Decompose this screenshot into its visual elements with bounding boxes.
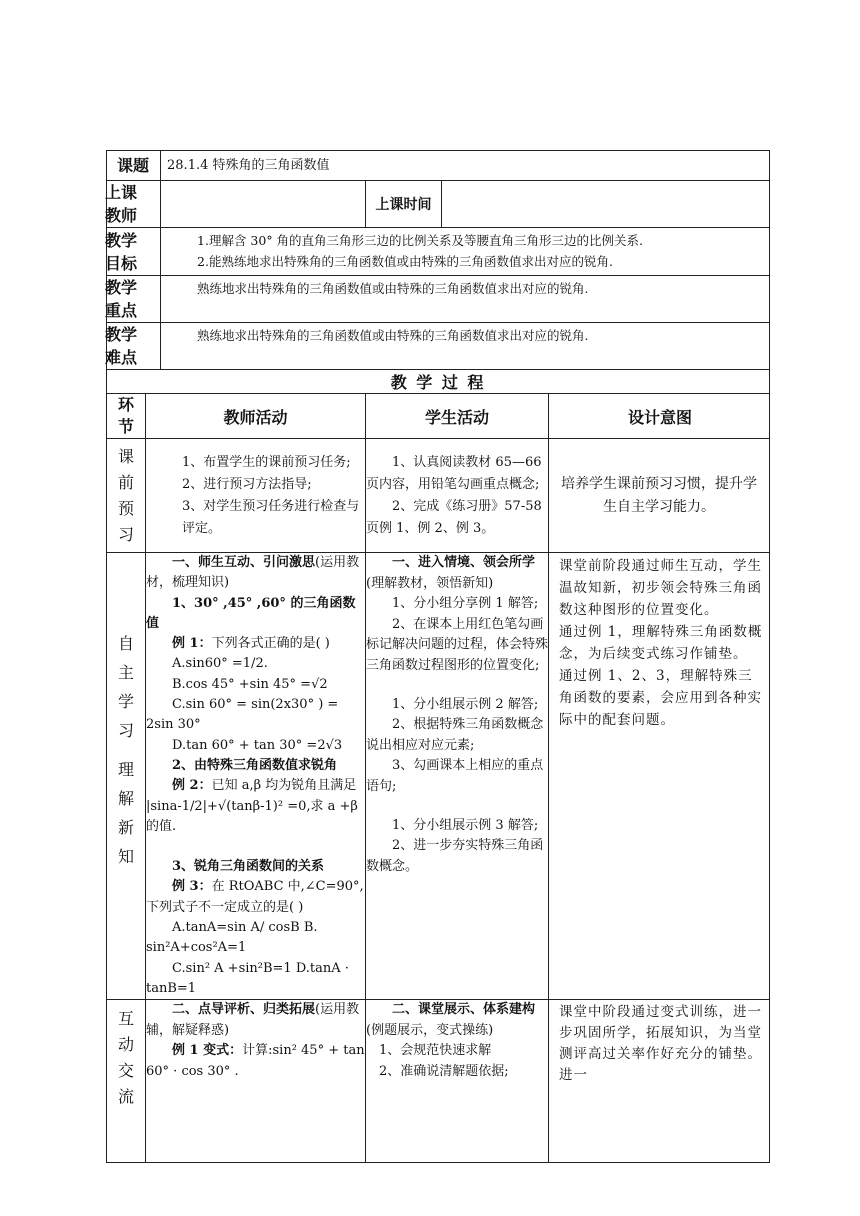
interact-student-head: 二、课堂展示、体系建构 [392,1002,536,1018]
self-teacher-ex3-label: 例 3： [172,879,212,895]
topic-row [107,151,770,181]
topic-value: 28.1.4 特殊角的三角函数值 [161,151,770,181]
self-teacher-ex3-question: 在 RtΟABC 中,∠C=90°,下列式子不一定成立的是( ) [146,879,364,915]
process-title-row [107,370,770,394]
self-student-1: 1、分小组分享例 1 解答; [392,596,539,612]
teacher-label: 上课教师 [107,181,161,228]
self-student-6: 1、分小组展示例 3 解答; [392,817,539,833]
preview-teacher-3: 3、对学生预习任务进行检查与评定。 [182,498,360,536]
time-value [442,181,770,228]
stage-self-study-intent [549,553,770,1000]
self-teacher-ex3-cd: C.sin² A +sin²B=1 D.tanA · tanB=1 [146,960,349,996]
preview-student-2: 2、完成《练习册》57-58 页例 1、例 2、例 3。 [366,498,542,536]
interact-teacher-head: 二、点导评析、归类拓展 [172,1002,316,1018]
self-student-head-note: (理解教材，领悟新知) [366,575,494,591]
self-student-7: 2、进一步夯实特殊三角函数概念。 [366,838,544,874]
stage-self-study-teacher [146,553,366,1000]
self-teacher-ex2-question: 已知 a,β 均为锐角且满足 |sina-1/2|+√(tanβ-1)² =0,求 a +β 的值. [146,778,358,834]
self-teacher-sec1: 1、30° ,45° ,60° 的三角函数值 [146,595,356,631]
self-teacher-ex1-d: D.tan 60° + tan 30° =2√3 [172,737,343,753]
stage-self-study-row [107,553,770,1000]
lesson-plan-table [106,150,770,1163]
self-intent-3: 通过例 1、2、3，理解特殊三角函数的要素，会应用到各种实际中的配套问题。 [559,668,763,728]
goal-value [161,228,770,276]
self-intent-1: 课堂前阶段通过师生互动，学生温故知新，初步领会特殊三角函数这种图形的位置变化。 [559,558,763,618]
goal-row [107,228,770,276]
time-label: 上课时间 [366,181,442,228]
col-student: 学生活动 [366,394,549,439]
goal-item-1: 1.理解含 30° 角的直角三角形三边的比例关系及等腰直角三角形三边的比例关系. [197,233,644,248]
stage-interact-intent: 课堂中阶段通过变式训练，进一步巩固所学，拓展知识，为当堂测评高过关率作好充分的铺垫。进一 [549,1000,770,1163]
interact-student-2: 2、准确说清解题依据; [379,1063,509,1079]
stage-interact-row [107,1000,770,1163]
process-title: 教 学 过 程 [107,370,770,394]
preview-teacher-1: 1、布置学生的课前预习任务; [182,454,351,470]
difficult-value: 熟练地求出特殊角的三角函数值或由特殊的三角函数值求出对应的锐角. [161,323,770,370]
self-teacher-sec2: 2、由特殊三角函数值求锐角 [172,757,338,773]
self-teacher-ex1-c: C.sin 60° = sin(2x30° ) = 2sin 30° [146,697,339,733]
self-teacher-sec3: 3、锐角三角函数间的关系 [172,859,325,875]
stage-preview-name: 课前预习 [107,439,146,553]
teacher-value [161,181,366,228]
self-teacher-ex1-a: A.sin60° =1/2. [172,656,268,672]
process-header-row [107,394,770,439]
stage-self-study-student [366,553,549,1000]
self-student-2: 2、在课本上用红色笔勾画标记解决问题的过程，体会特殊三角函数过程图形的位置变化; [366,616,549,673]
self-student-3: 1、分小组展示例 2 解答; [392,696,539,712]
self-teacher-ex1-b: B.cos 45° +sin 45° =√2 [172,676,328,692]
col-intent: 设计意图 [549,394,770,439]
interact-teacher-head-note: (运用教辅，解疑释惑) [146,1002,360,1038]
self-teacher-ex2-label: 例 2： [172,778,212,794]
key-label: 教学重点 [107,276,161,323]
self-teacher-ex1-label: 例 1： [172,636,212,652]
difficult-label: 教学难点 [107,323,161,370]
self-teacher-head-note: (运用教材，梳理知识) [146,555,360,591]
difficult-row [107,323,770,370]
self-teacher-head: 一、师生互动、引问激思 [172,555,316,570]
stage-interact-student [366,1000,549,1163]
teacher-row [107,181,770,228]
preview-teacher-2: 2、进行预习方法指导; [182,476,312,492]
stage-preview-row [107,439,770,553]
stage-preview-teacher [146,439,366,553]
key-row [107,276,770,323]
lesson-plan [106,150,769,1163]
interact-teacher-ex-label: 例 1 变式： [172,1043,243,1059]
goal-label: 教学目标 [107,228,161,276]
stage-interact-teacher [146,1000,366,1163]
interact-teacher-ex-question: 计算:sin² 45° + tan 60° · cos 30° . [146,1043,365,1079]
interact-student-head-note: (例题展示，变式操练) [366,1022,494,1038]
stage-interact-name: 互动交流 [107,1000,146,1163]
col-stage: 环节 [107,394,146,439]
interact-student-1: 1、会规范快速求解 [379,1043,492,1059]
topic-label: 课题 [107,151,161,181]
self-teacher-ex3-ab: A.tanA=sin A/ cosB B. sin²A+cos²A=1 [146,920,318,956]
self-student-4: 2、根据特殊三角函数概念说出相应对应元素; [366,717,544,753]
self-student-5: 3、勾画课本上相应的重点语句; [366,758,544,794]
goal-item-2: 2.能熟练地求出特殊角的三角函数值或由特殊的三角函数值求出对应的锐角. [197,254,613,269]
stage-preview-student [366,439,549,553]
preview-student-1: 1、认真阅读教材 65—66 页内容，用铅笔勾画重点概念; [366,454,542,492]
stage-self-study-name: 自主学习 理解新知 [107,553,146,1000]
col-teacher: 教师活动 [146,394,366,439]
self-student-head: 一、进入情境、领会所学 [392,555,536,570]
self-teacher-ex1-question: 下列各式正确的是( ) [211,636,330,652]
self-intent-2: 通过例 1，理解特殊三角函数概念，为后续变式练习作铺垫。 [559,624,763,662]
stage-preview-intent: 培养学生课前预习习惯，提升学生自主学习能力。 [549,439,770,553]
key-value: 熟练地求出特殊角的三角函数值或由特殊的三角函数值求出对应的锐角. [161,276,770,323]
